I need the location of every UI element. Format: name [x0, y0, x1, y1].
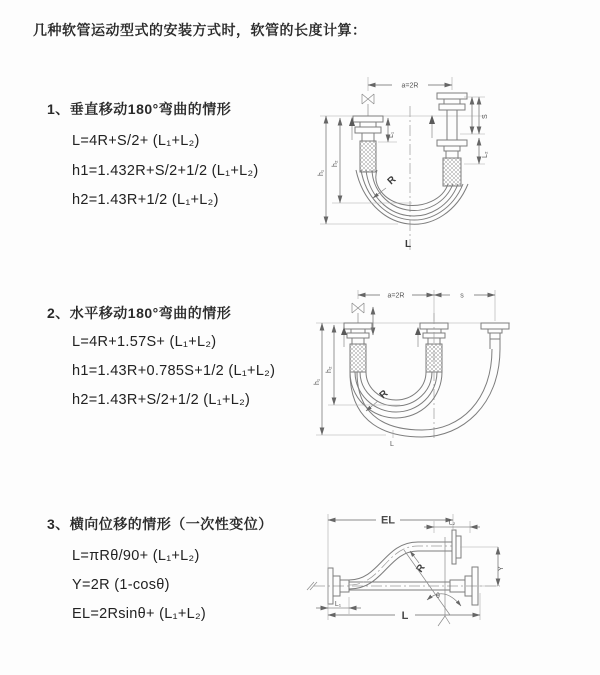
- formula-line: L=πRθ/90+ (L₁+L₂): [72, 548, 200, 564]
- dim-label-s: s: [460, 292, 464, 300]
- dim-label-r: R: [385, 174, 399, 188]
- dimension-l2: [464, 138, 489, 164]
- section-1-heading: 1、垂直移动180°弯曲的情形: [47, 101, 232, 117]
- braided-hose-section: [360, 141, 376, 172]
- formula-line: EL=2Rsinθ+ (L₁+L₂): [72, 606, 207, 622]
- section-3-heading: 3、横向位移的情形（一次性变位）: [47, 516, 273, 532]
- formula-line: Y=2R (1-cosθ): [72, 577, 170, 593]
- dim-label-el: EL: [380, 514, 396, 527]
- formula-line: h2=1.43R+1/2 (L₁+L₂): [72, 192, 219, 208]
- formula-line: h2=1.43R+S/2+1/2 (L₁+L₂): [72, 392, 251, 408]
- formula-line: h1=1.43R+0.785S+1/2 (L₁+L₂): [72, 363, 276, 379]
- dimension-s: [434, 290, 495, 321]
- dimension-l: [328, 593, 480, 622]
- dimension-a2r: [368, 77, 452, 91]
- right-flange-assembly: [437, 93, 467, 186]
- diagram-vertical-movement-180: [312, 72, 588, 258]
- dimension-l1: [316, 597, 361, 614]
- dim-label-r: R: [414, 562, 428, 575]
- section-2-heading: 2、水平移动180°弯曲的情形: [47, 305, 232, 321]
- braided-hose-section: [443, 158, 461, 186]
- dim-label-l: L: [390, 441, 394, 448]
- dim-label-h1: h₁: [314, 378, 321, 385]
- valve-icon: [362, 94, 374, 116]
- dim-label-r: R: [377, 388, 391, 402]
- dim-label-l1: L₁: [334, 601, 342, 608]
- left-flange-assembly: [344, 323, 372, 372]
- dim-label-l2: L₂: [448, 519, 456, 527]
- dim-label-y: Y: [498, 566, 505, 571]
- formula-line: L=4R+S/2+ (L₁+L₂): [72, 133, 200, 149]
- movement-arrow-up: [341, 327, 347, 347]
- hose-u-bends-position2: [350, 349, 500, 437]
- page-title: 几种软管运动型式的安装方式时，软管的长度计算：: [33, 22, 367, 38]
- right-flange-assembly: [481, 323, 509, 349]
- dim-label-l: L: [401, 610, 409, 622]
- diagram-horizontal-movement-180: [310, 283, 592, 478]
- dim-label-h2: h₂: [332, 160, 339, 167]
- dimension-a2r: [358, 290, 434, 321]
- upper-flange-assembly: [452, 530, 461, 564]
- movement-arrow-up: [429, 115, 435, 138]
- dim-label-a2r: a=2R: [401, 82, 419, 90]
- movement-arrow-up: [415, 327, 421, 347]
- dim-label-h1: h₁: [318, 169, 325, 176]
- dim-label-l: L: [405, 239, 412, 250]
- dimension-h1: [318, 116, 398, 224]
- valve-icon: [352, 303, 364, 323]
- formula-line: h1=1.432R+S/2+1/2 (L₁+L₂): [72, 163, 259, 179]
- movement-arrow-up: [349, 117, 355, 140]
- braided-hose-section: [350, 344, 366, 372]
- left-flange-assembly: [353, 116, 383, 172]
- dim-label-s: S: [482, 114, 489, 119]
- dim-label-theta: θ: [436, 593, 440, 600]
- formula-line: L=4R+1.57S+ (L₁+L₂): [72, 334, 217, 350]
- radius-callout: [373, 174, 399, 198]
- dim-label-l2: L₂: [482, 151, 489, 158]
- hose-u-bends-position1: [350, 372, 442, 418]
- diagram-lateral-displacement: [300, 503, 598, 655]
- dim-label-h2: h₂: [326, 366, 333, 373]
- dimension-y: [460, 547, 505, 586]
- dim-label-l1: L₁: [388, 131, 395, 138]
- dimension-s: [460, 97, 489, 134]
- dim-label-a2r: a=2R: [387, 292, 405, 300]
